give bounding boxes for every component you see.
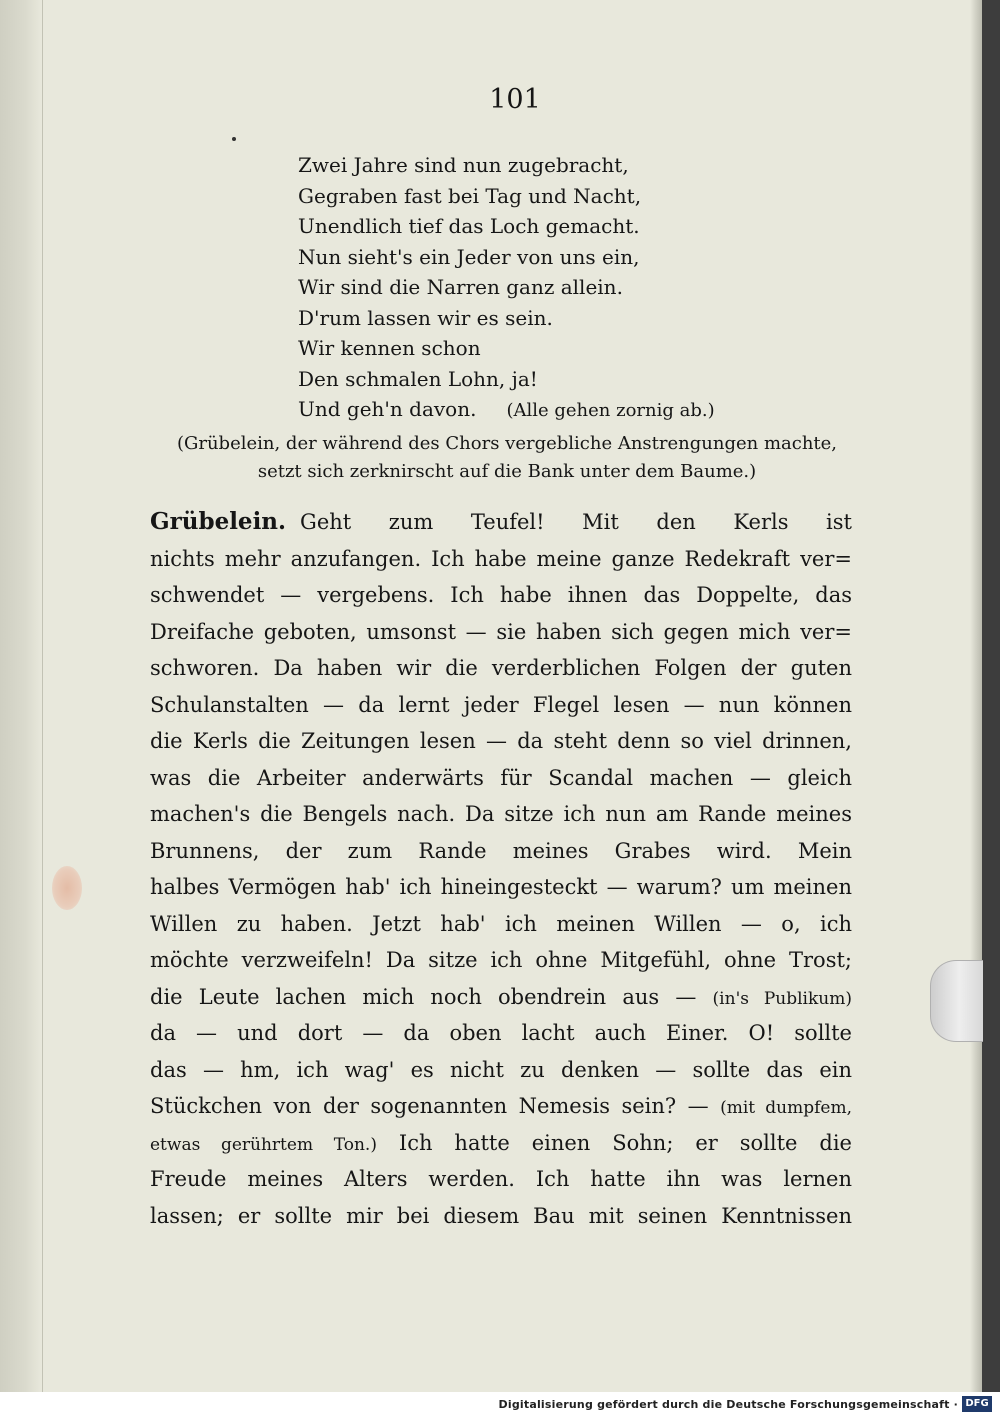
speech-line: schwendet — vergebens. Ich habe ihnen das Doppelte, das [150,583,852,607]
verse-line-text: Und geh'n davon. [298,397,477,421]
book-spine-shadow [0,0,43,1392]
speech-line [150,1125,852,1162]
stage-direction-line: setzt sich zerknirscht auf die Bank unter dem Baume.) [257,461,757,482]
verse-line: Wir kennen schon [298,336,481,360]
speech-line: halbes Vermögen hab' ich hineingesteckt — warum? um meinen [150,875,852,899]
digitization-credit: Digitalisierung gefördert durch die Deutsche Forschungsgemeinschaft · [498,1398,958,1411]
verse-line: Gegraben fast bei Tag und Nacht, [298,183,642,208]
speech-line: schworen. Da haben wir die verderblichen Folgen der guten [150,656,852,680]
speech-line: da — und dort — da oben lacht auch Einer. O! sollte [150,1021,852,1045]
speech-first-line [150,504,852,541]
speech-line [150,979,852,1016]
verse-line: Unendlich tief das Loch gemacht. [298,214,640,238]
speech-line: Schulanstalten — da lernt jeder Flegel lesen — nun können [150,692,852,717]
speech-line [150,1088,852,1125]
verse-line: D'rum lassen wir es sein. [298,305,553,330]
speech-line: Dreifache geboten, umsonst — sie haben sich gegen mich ver= [150,619,852,644]
stage-direction-block [152,430,862,486]
stage-direction-line: (Grübelein, der während des Chors vergebliche Anstrengungen machte, [176,433,838,454]
speech-line: Brunnens, der zum Rande meines Grabes wird. Mein [150,838,852,863]
speech-text: Stückchen von der sogenannten Nemesis sein? — [150,1094,709,1118]
page-number: 101 [489,84,541,115]
verse-line-last [298,394,715,425]
speech-line: möchte verzweifeln! Da sitze ich ohne Mitgefühl, ohne Trost; [150,948,852,972]
stage-direction-inline: (mit dumpfem, [720,1098,852,1118]
speech-line: machen's die Bengels nach. Da sitze ich nun am Rande meines [150,802,852,826]
verse-block [298,150,715,425]
speech-text: Geht zum Teufel! Mit den Kerls ist [300,510,852,534]
speech-line: das — hm, ich wag' es nicht zu denken — sollte das ein [150,1057,852,1082]
stage-direction-inline: etwas gerührtem Ton.) [150,1134,377,1155]
speaker-name: Grübelein. [150,508,287,535]
verse-line: Den schmalen Lohn, ja! [298,366,538,391]
speech-line: die Kerls die Zeitungen lesen — da steht denn so viel drinnen, [150,729,852,753]
speech-line: lassen; er sollte mir bei diesem Bau mit seinen Kenntnissen [150,1203,852,1228]
ink-speck [232,137,236,141]
dfg-logo: DFG [962,1396,992,1412]
stage-direction-inline: (Alle gehen zornig ab.) [506,400,715,421]
stage-direction-inline: (in's Publikum) [712,988,853,1009]
page-tab-marker [930,960,983,1042]
paper-stain [52,866,82,910]
verse-line: Zwei Jahre sind nun zugebracht, [298,153,629,177]
speech-text: die Leute lachen mich noch obendrein aus — [150,984,697,1009]
verse-line: Nun sieht's ein Jeder von uns ein, [298,244,640,269]
speech-block [150,504,852,1234]
speech-text: Ich hatte einen Sohn; er sollte die [398,1130,852,1155]
verse-line: Wir sind die Narren ganz allein. [298,275,623,299]
speech-line: Freude meines Alters werden. Ich hatte ihn was lernen [150,1167,852,1191]
speech-line: was die Arbeiter anderwärts für Scandal machen — gleich [150,765,852,790]
page-edge [970,0,982,1392]
speech-line: Willen zu haben. Jetzt hab' ich meinen Willen — o, ich [150,911,852,936]
speech-line: nichts mehr anzufangen. Ich habe meine ganze Redekraft ver= [150,546,852,571]
